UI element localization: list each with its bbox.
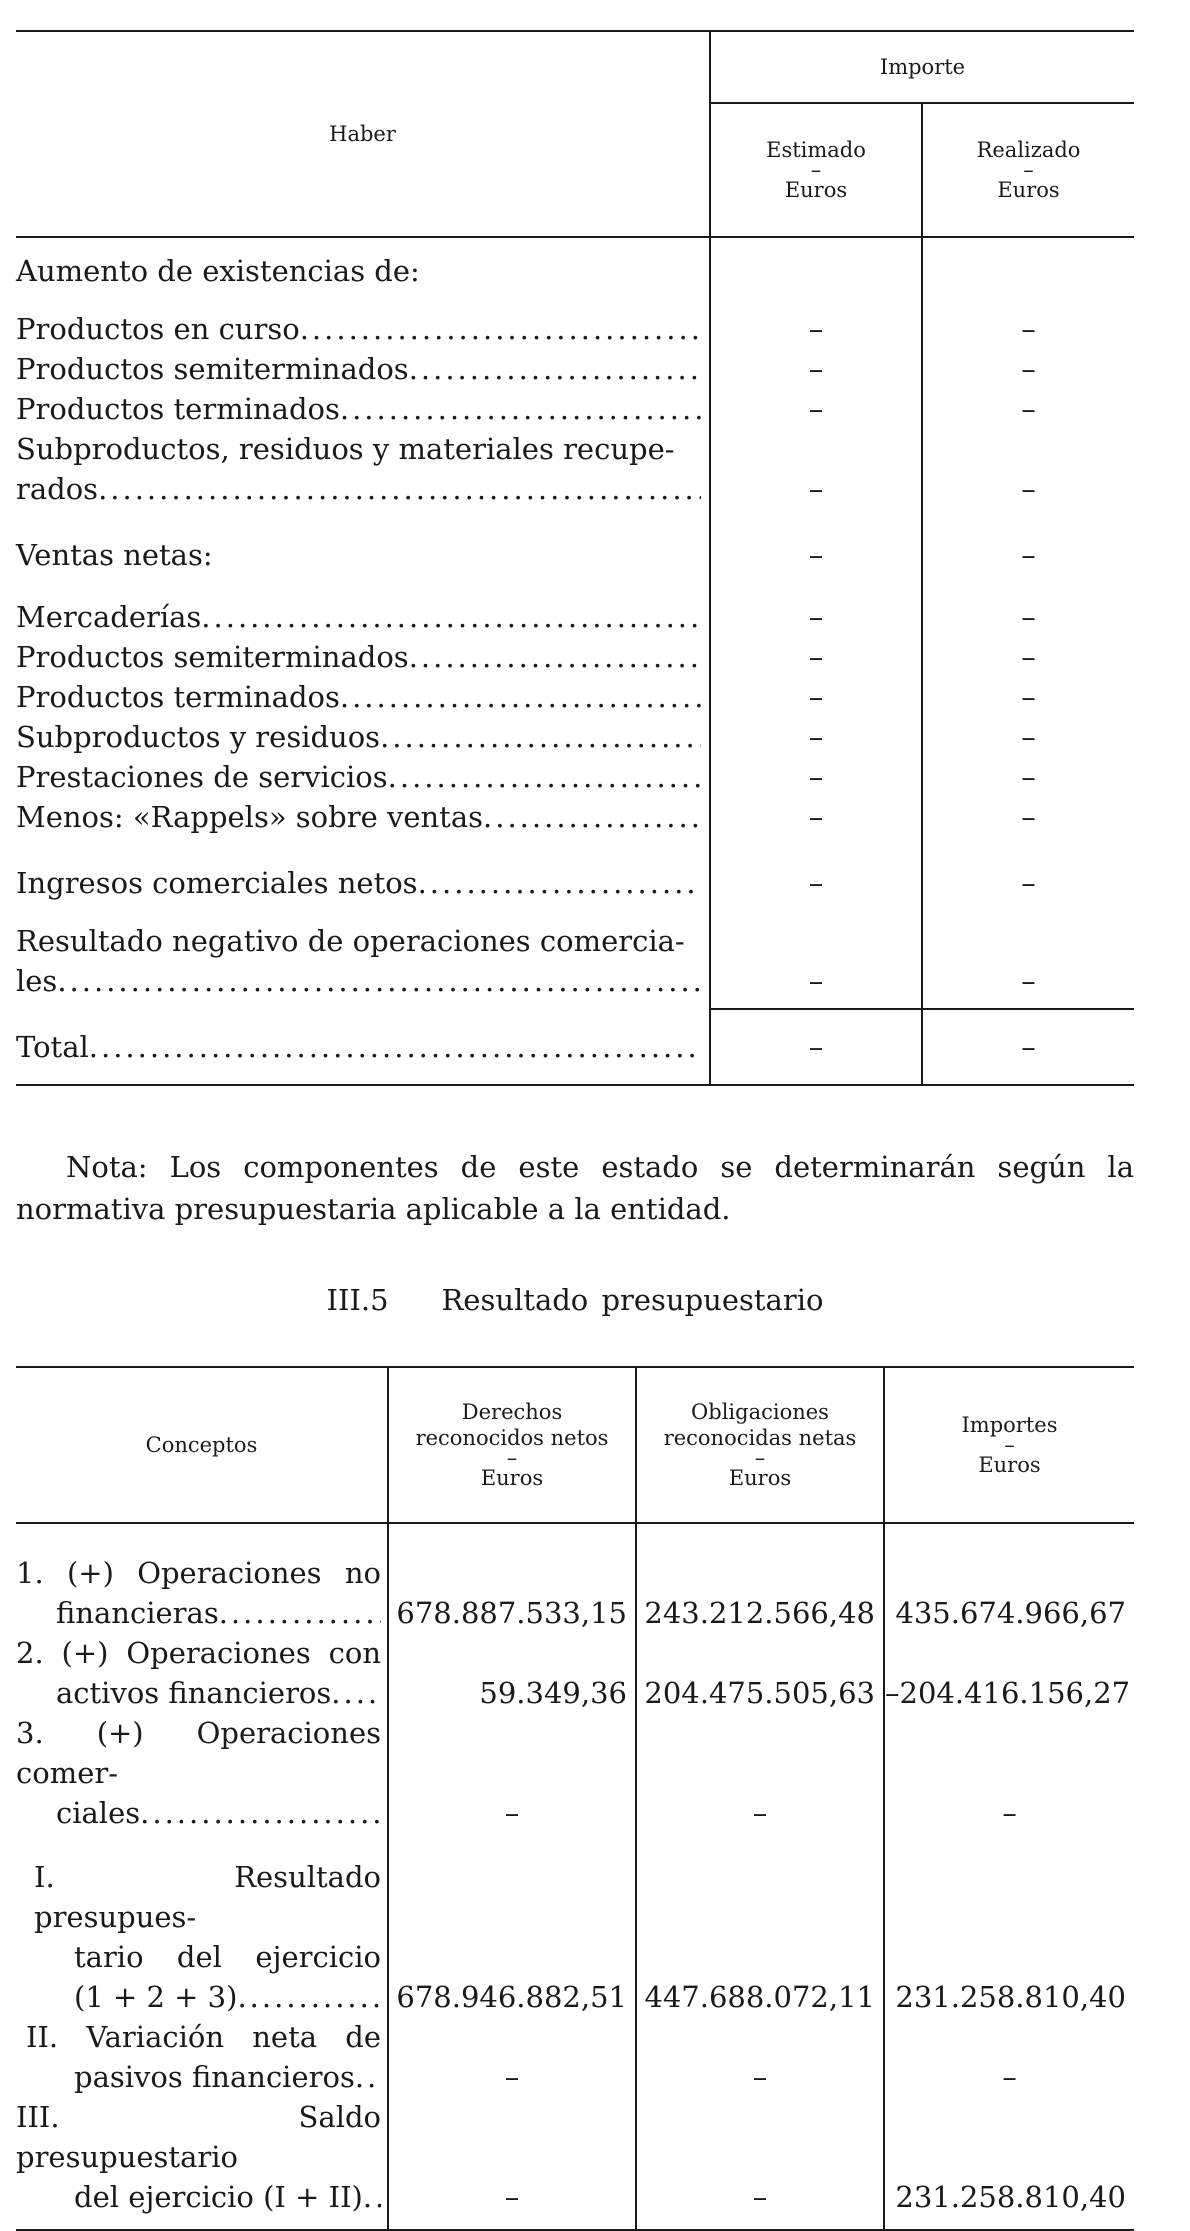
header-derechos: Derechos reconocidos netos – Euros bbox=[388, 1367, 636, 1523]
table-row-total: Total ..... – – bbox=[16, 1009, 1134, 1085]
table-row: Productos en curso ..... – – bbox=[16, 309, 1134, 349]
table-row-subproductos-cont: rados ..... – – bbox=[16, 469, 1134, 509]
table-row: Productos semiterminados ..... – – bbox=[16, 349, 1134, 389]
haber-table bbox=[16, 30, 1134, 1086]
table-row: III. Saldo presupuestario del ejercicio (I + II) ..... – – 231.258.810,40 bbox=[16, 2097, 1134, 2230]
table-row-ingresos: Ingresos comerciales netos ..... – – bbox=[16, 863, 1134, 903]
table-row: 3. (+) Operaciones comer- ciales ..... – – – bbox=[16, 1713, 1134, 1833]
header-estimado: Estimado – Euros bbox=[710, 103, 922, 237]
table-row: Productos terminados ..... – – bbox=[16, 677, 1134, 717]
table-row-resultado-negativo: Resultado negativo de operaciones comercia- bbox=[16, 921, 1134, 961]
note-text: Nota: Los componentes de este estado se determinarán según la normativa presupuestaria aplicable a la entidad. bbox=[16, 1150, 1134, 1226]
table-row: Mercaderías ..... – – bbox=[16, 597, 1134, 637]
table-row: Productos terminados ..... – – bbox=[16, 389, 1134, 429]
table-row: Menos: «Rappels» sobre ventas ..... – – bbox=[16, 797, 1134, 837]
table-row: Prestaciones de servicios ..... – – bbox=[16, 757, 1134, 797]
header-importes: Importes – Euros bbox=[884, 1367, 1134, 1523]
table-row: Subproductos y residuos ..... – – bbox=[16, 717, 1134, 757]
section-title: III.5 Resultado presupuestario bbox=[326, 1283, 824, 1317]
table-row: 1. (+) Operaciones no financieras ..... 678.887.533,15 243.212.566,48 435.674.966,67 bbox=[16, 1553, 1134, 1633]
header-conceptos: Conceptos bbox=[16, 1367, 388, 1523]
section-aumento: Aumento de existencias de: bbox=[16, 254, 420, 288]
section-ventas: Ventas netas: – – bbox=[16, 535, 1134, 575]
resultado-presupuestario-table bbox=[16, 1366, 1134, 2231]
table-row: II. Variación neta de pasivos financieros ..... – – – bbox=[16, 2017, 1134, 2097]
header-obligaciones: Obligaciones reconocidas netas – Euros bbox=[636, 1367, 884, 1523]
header-haber: Haber bbox=[16, 31, 710, 237]
table-row-resultado-negativo-cont: les ..... – – bbox=[16, 961, 1134, 1001]
table-row: Productos semiterminados ..... – – bbox=[16, 637, 1134, 677]
table-row: 2. (+) Operaciones con activos financieros ..... 59.349,36 204.475.505,63 –204.416.156,27 bbox=[16, 1633, 1134, 1713]
header-importe: Importe bbox=[710, 31, 1134, 103]
table-row-subproductos: Subproductos, residuos y materiales recupe- bbox=[16, 429, 1134, 469]
table-row: I. Resultado presupues- tario del ejercicio (1 + 2 + 3) ..... 678.946.882,51 447.688.072,11 231.258.810,40 bbox=[16, 1857, 1134, 2017]
header-realizado: Realizado – Euros bbox=[922, 103, 1134, 237]
